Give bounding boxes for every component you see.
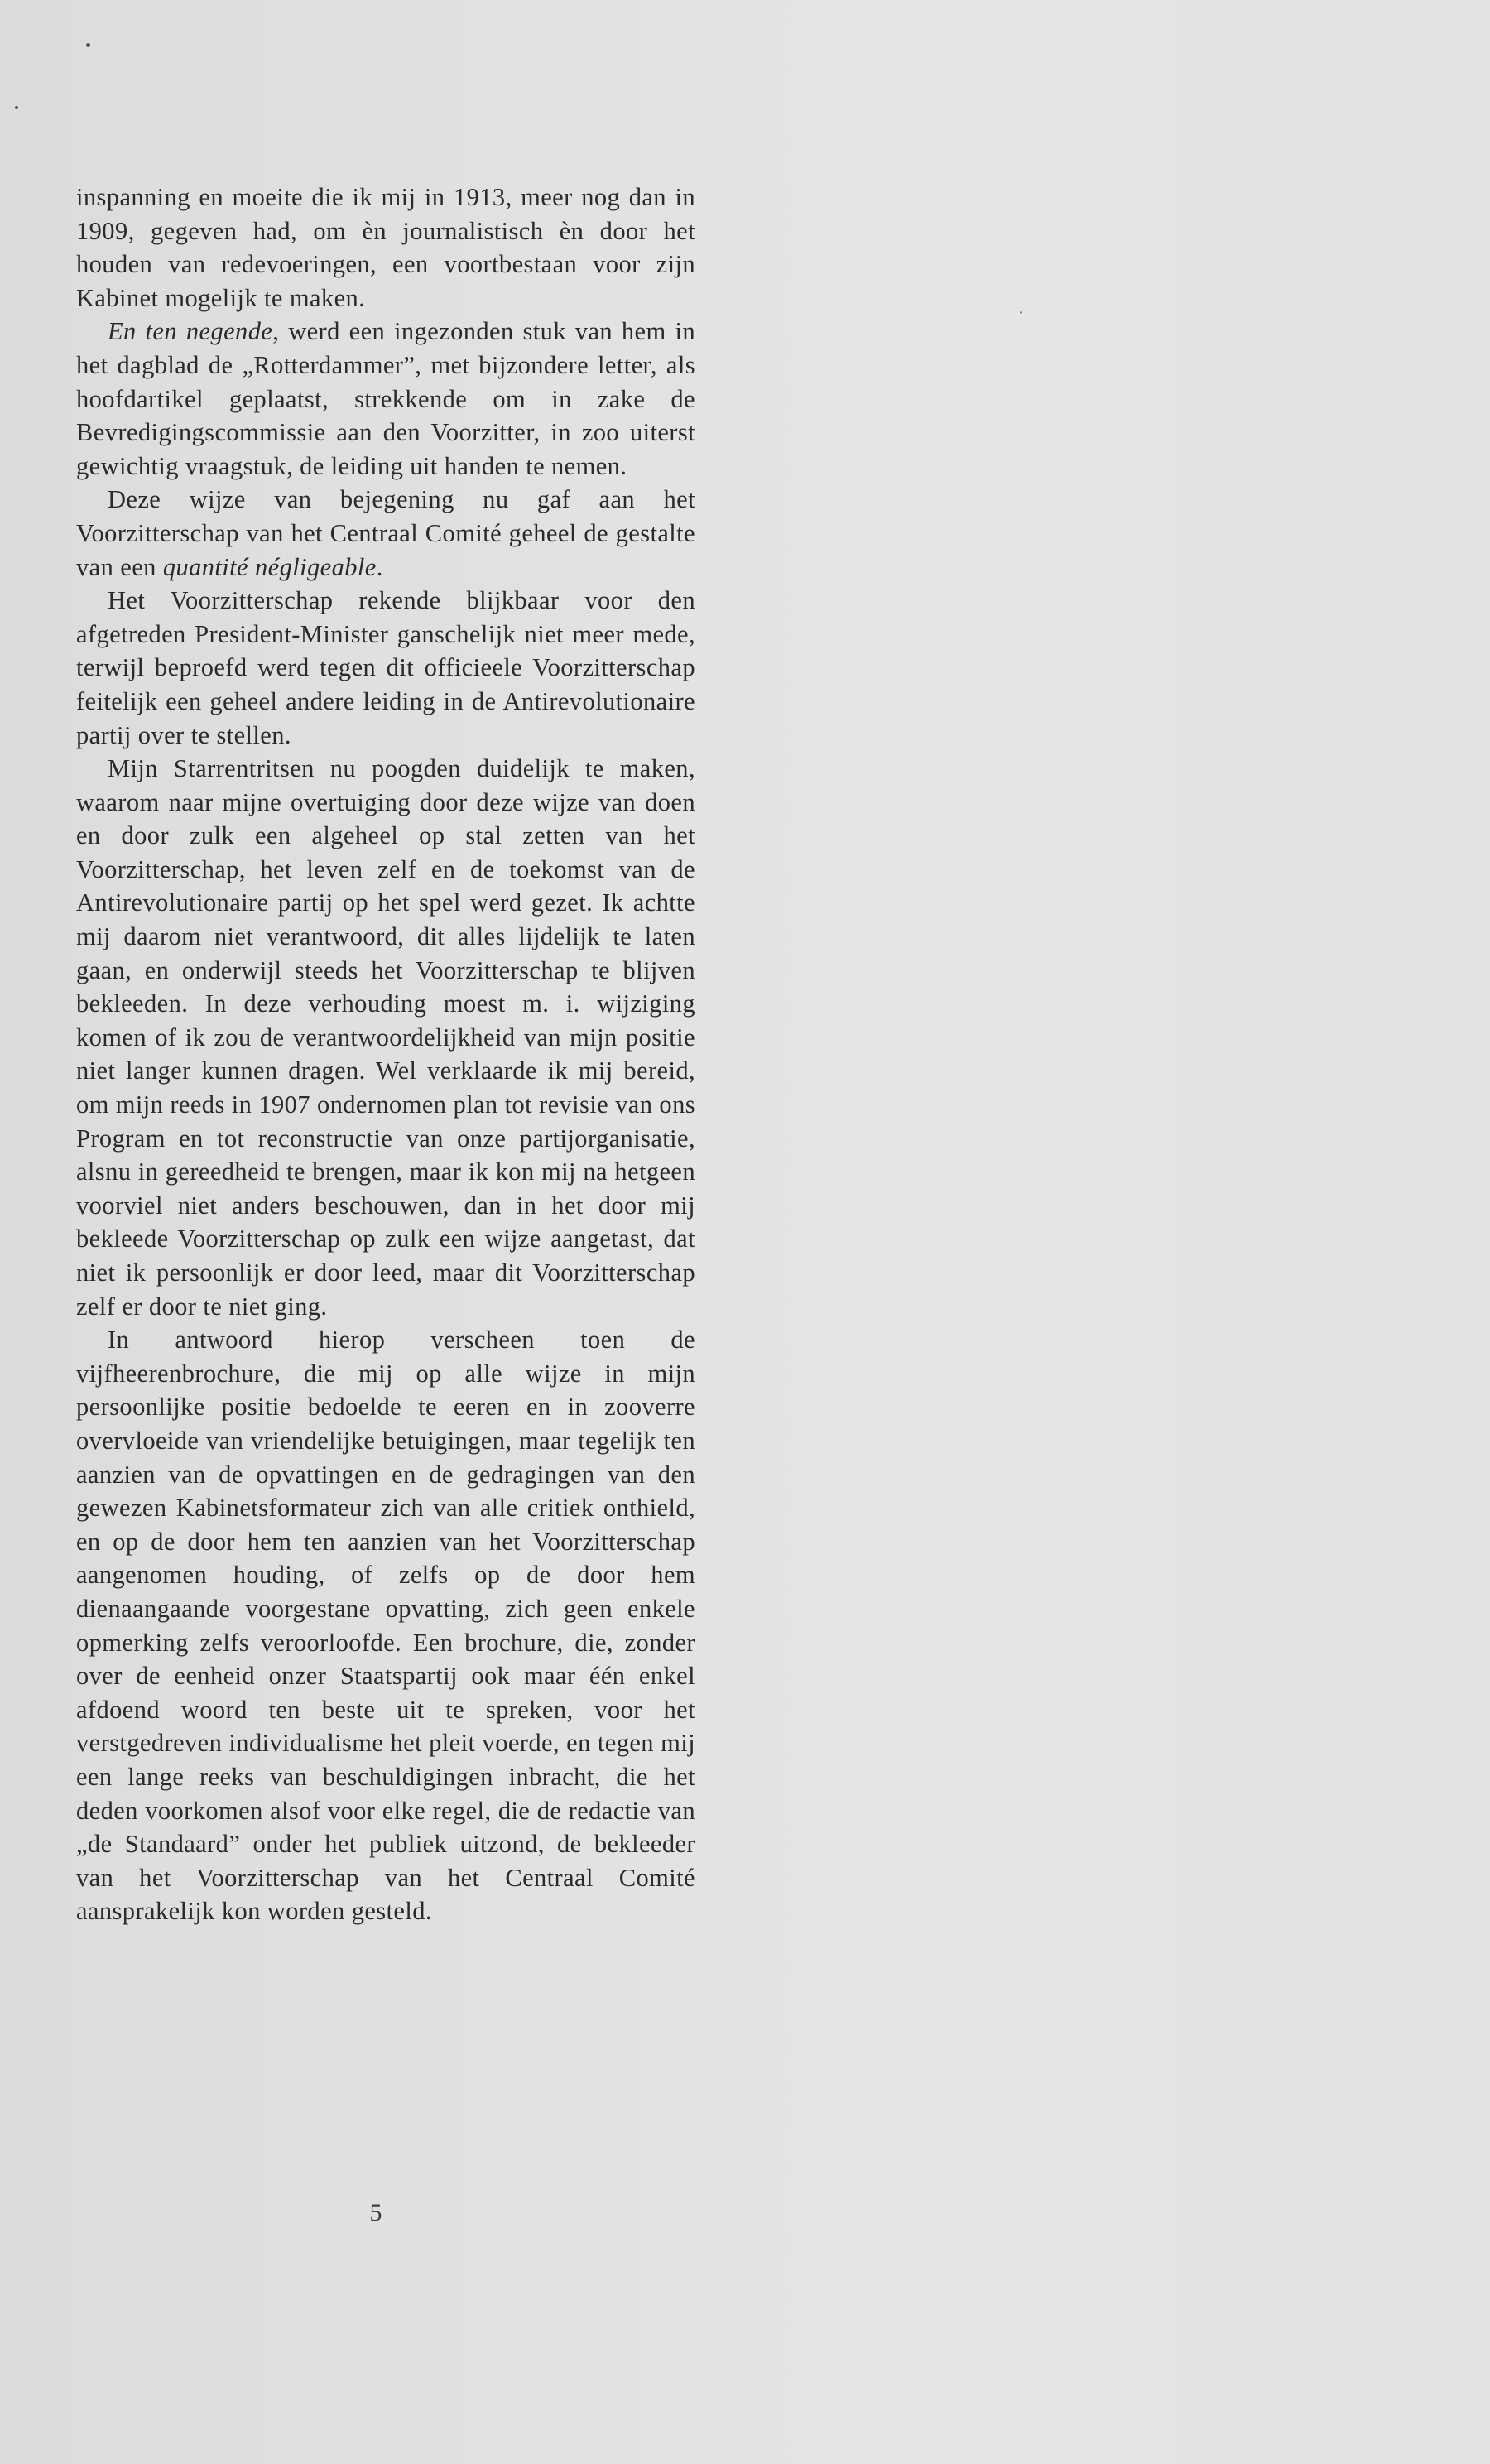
text-run: In antwoord hierop verscheen toen de vijfheerenbrochure, die mij op alle wijze in mijn persoonlijke positie bedoelde te eeren en in zooverre overvloeide van vriendelijke betuigingen, maar tegelijk ten aanzien van de opvattingen en de gedragingen van den gewezen Kabinetsformateur zich van alle critiek onthield, en op de door hem ten aanzien van het Voorzitterschap aangenomen houding, of zelfs op de door hem dienaangaande voorgestane opvatting, zich geen enkele opmerking zelfs veroorloofde. Een brochure, die, zonder over de eenheid onzer Staatspartij ook maar één enkel afdoend woord ten beste uit te spreken, voor het verstgedreven individualisme het pleit voerde, en tegen mij een lange reeks van beschuldigingen inbracht, die het deden voorkomen alsof voor elke regel, die de redactie van „de Standaard” onder het publiek uitzond, de bekleeder van het Voorzitterschap van het Centraal Comité aansprakelijk kon worden gesteld. xyxy=(76,1326,695,1926)
paragraph xyxy=(76,483,695,584)
scan-speck xyxy=(1020,311,1022,314)
italic-text: quantité négligeable xyxy=(162,552,377,581)
italic-text: En ten negende xyxy=(108,317,273,346)
scan-speck xyxy=(15,106,18,109)
text-run: , werd een ingezonden stuk van hem in het dagblad de „Rotterdammer”, met bijzondere letter, als hoofdartikel geplaatst, strekkende om in zake de Bevredigingscommissie aan den Voorzitter, in zoo uiterst gewichtig vraagstuk, de leiding uit handen te nemen. xyxy=(76,317,695,480)
text-run: Mijn Starrentritsen nu poogden duidelijk te maken, waarom naar mijne overtuiging door deze wijze van doen en door zulk een algeheel op stal zetten van het Voorzitterschap, het leven zelf en de toekomst van de Antirevolutionaire partij op het spel werd gezet. Ik achtte mij daarom niet verantwoord, dit alles lijdelijk te laten gaan, en onderwijl steeds het Voorzitterschap te blijven bekleeden. In deze verhouding moest m. i. wijziging komen of ik zou de verantwoordelijkheid van mijn positie niet langer kunnen dragen. Wel verklaarde ik mij bereid, om mijn reeds in 1907 ondernomen plan tot revisie van ons Program en tot reconstructie van onze partijorganisatie, alsnu in gereedheid te brengen, maar ik kon mij na hetgeen voorviel niet anders beschouwen, dan in het door mij bekleede Voorzitterschap op zulk een wijze aangetast, dat niet ik persoonlijk er door leed, maar dit Voorzitterschap zelf er door te niet ging. xyxy=(76,754,695,1321)
text-run: . xyxy=(376,552,383,581)
text-run: inspanning en moeite die ik mij in 1913, meer nog dan in 1909, gegeven had, om èn journalistisch èn door het houden van redevoeringen, een voortbestaan voor zijn Kabinet mogelijk te maken. xyxy=(76,183,695,312)
text-column xyxy=(76,180,695,1928)
paragraph xyxy=(76,1323,695,1928)
text-run: Deze wijze van bejegening nu gaf aan het Voorzitterschap van het Centraal Comité geheel de gestalte van een xyxy=(76,485,695,581)
paragraph xyxy=(76,752,695,1323)
page-number: 5 xyxy=(369,2199,382,2226)
paragraph xyxy=(76,315,695,483)
text-run: Het Voorzitterschap rekende blijkbaar voor den afgetreden President-Minister ganschelijk niet meer mede, terwijl beproefd werd tegen dit officieele Voorzitterschap feitelijk een geheel andere leiding in de Antirevolutionaire partij over te stellen. xyxy=(76,586,695,749)
paragraph xyxy=(76,584,695,752)
scan-speck xyxy=(86,43,90,47)
paragraph xyxy=(76,180,695,315)
